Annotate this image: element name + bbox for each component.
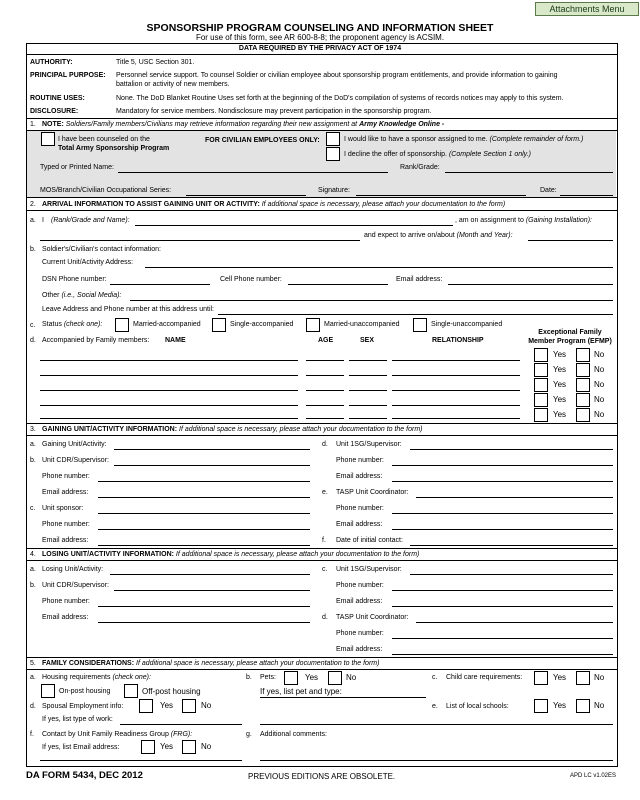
note-label: NOTE: xyxy=(42,121,64,128)
rank-grade-field[interactable] xyxy=(445,172,613,173)
s3-f-letter: f. xyxy=(322,537,326,544)
efmp-yes-checkbox[interactable] xyxy=(534,393,548,407)
item-c-letter: c. xyxy=(30,322,36,329)
spousal-yes-label: Yes xyxy=(160,701,174,710)
purpose-text-1: Personnel service support. To counsel Soldier or civilian employee about sponsorship program entitlements, and provide information to gaining xyxy=(116,72,558,79)
routine-label: ROUTINE USES: xyxy=(30,95,85,102)
schools-label: List of local schools: xyxy=(446,703,509,710)
family-name-field[interactable] xyxy=(40,360,298,361)
sponsor-phone-label: Phone number: xyxy=(42,521,90,528)
typed-name-label: Typed or Printed Name: xyxy=(40,164,114,171)
form-subtitle: For use of this form, see AR 600-8-8; the proponent agency is ACSIM. xyxy=(195,33,445,42)
losing-1sg-field[interactable] xyxy=(410,574,613,575)
mos-field[interactable] xyxy=(186,195,306,196)
gaining-tasp-label: TASP Unit Coordinator: xyxy=(336,489,409,496)
counseled-text-1: I have been counseled on the xyxy=(58,136,150,143)
gaining-cdr-phone-label: Phone number: xyxy=(42,473,90,480)
leave-address-field[interactable] xyxy=(218,314,613,315)
gaining-1sg-email-field[interactable] xyxy=(392,481,613,482)
divider xyxy=(26,130,617,131)
sponsor-label: Unit sponsor: xyxy=(42,505,84,512)
item-a-letter: a. xyxy=(30,217,36,224)
section3-number: 3. xyxy=(30,426,36,433)
section5-heading: FAMILY CONSIDERATIONS: If additional space is necessary, please attach your documentation to the form) xyxy=(42,660,380,667)
accompanied-label: Accompanied by Family members: xyxy=(42,337,150,344)
divider xyxy=(26,669,617,670)
s5-f-letter: f. xyxy=(30,731,34,738)
frg-no-label: No xyxy=(201,742,212,751)
divider xyxy=(26,118,617,119)
date-label: Date: xyxy=(540,187,557,194)
off-post-housing-label: Off-post housing xyxy=(142,687,201,696)
losing-1sg-phone-field[interactable] xyxy=(392,590,613,591)
efmp-no-checkbox[interactable] xyxy=(576,393,590,407)
efmp-no-checkbox[interactable] xyxy=(576,378,590,392)
form-number: DA FORM 5434, DEC 2012 xyxy=(26,770,143,781)
schools-field[interactable] xyxy=(260,724,613,725)
family-age-field[interactable] xyxy=(306,375,344,376)
leave-address-label: Leave Address and Phone number at this address until: xyxy=(42,306,214,313)
efmp-yes-label: Yes xyxy=(553,395,567,404)
losing-cdr-email-field[interactable] xyxy=(98,622,310,623)
family-relationship-field[interactable] xyxy=(392,360,520,361)
efmp-yes-label: Yes xyxy=(553,380,567,389)
spousal-no-label: No xyxy=(201,701,212,710)
single-accompanied-checkbox[interactable] xyxy=(212,318,226,332)
status-label: Status (check one): xyxy=(42,321,103,328)
efmp-header-1: Exceptional Family xyxy=(538,329,602,336)
section1-note xyxy=(42,121,444,128)
purpose-label: PRINCIPAL PURPOSE: xyxy=(30,72,106,79)
frg-no-checkbox[interactable] xyxy=(182,740,196,754)
efmp-no-label: No xyxy=(594,395,605,404)
arrival-label: and expect to arrive on/about (Month and Year): xyxy=(364,232,513,239)
s3-b-letter: b. xyxy=(30,457,36,464)
spousal-employment-label: Spousal Employment info: xyxy=(42,703,124,710)
divider xyxy=(26,197,617,198)
version-label: APD LC v1.02ES xyxy=(570,773,617,779)
dsn-label: DSN Phone number: xyxy=(42,276,107,283)
married-unaccompanied-label: Married-unaccompanied xyxy=(324,321,400,328)
efmp-no-checkbox[interactable] xyxy=(576,408,590,422)
s4-a-letter: a. xyxy=(30,566,36,573)
family-name-field[interactable] xyxy=(40,405,298,406)
family-name-field[interactable] xyxy=(40,390,298,391)
decline-sponsor-text: I decline the offer of sponsorship. (Complete Section 1 only.) xyxy=(344,151,531,158)
gaining-1sg-label: Unit 1SG/Supervisor: xyxy=(336,441,402,448)
divider xyxy=(26,657,617,658)
efmp-yes-checkbox[interactable] xyxy=(534,348,548,362)
losing-cdr-phone-label: Phone number: xyxy=(42,598,90,605)
divider xyxy=(26,560,617,561)
attachments-menu-button[interactable]: Attachments Menu xyxy=(535,2,639,16)
form-title: SPONSORSHIP PROGRAM COUNSELING AND INFORMATION SHEET xyxy=(146,22,494,34)
sponsor-phone-field[interactable] xyxy=(98,529,310,530)
item-d-letter: d. xyxy=(30,337,36,344)
disclosure-label: DISCLOSURE: xyxy=(30,108,79,115)
divider xyxy=(26,54,617,55)
mos-label: MOS/Branch/Civilian Occupational Series: xyxy=(40,187,172,194)
gaining-1sg-field[interactable] xyxy=(410,449,613,450)
gaining-cdr-field[interactable] xyxy=(114,465,310,466)
efmp-yes-checkbox[interactable] xyxy=(534,408,548,422)
email-field[interactable] xyxy=(448,284,613,285)
off-post-housing-checkbox[interactable] xyxy=(124,684,138,698)
s4-d-letter: d. xyxy=(322,614,328,621)
losing-cdr-field[interactable] xyxy=(114,590,310,591)
counseled-checkbox[interactable] xyxy=(41,132,55,146)
efmp-no-checkbox[interactable] xyxy=(576,348,590,362)
sponsor-field[interactable] xyxy=(98,513,310,514)
spousal-no-checkbox[interactable] xyxy=(182,699,196,713)
efmp-no-label: No xyxy=(594,380,605,389)
gaining-tasp-email-label: Email address: xyxy=(336,521,383,528)
efmp-header-2: Member Program (EFMP) xyxy=(528,338,612,345)
child-care-no-checkbox[interactable] xyxy=(576,671,590,685)
efmp-yes-label: Yes xyxy=(553,350,567,359)
section1-number: 1. xyxy=(30,121,36,128)
gaining-tasp-phone-label: Phone number: xyxy=(336,505,384,512)
installation-field[interactable] xyxy=(40,240,360,241)
single-accompanied-label: Single-accompanied xyxy=(230,321,294,328)
assignment-label: , am on assignment to (Gaining Installation): xyxy=(455,217,592,224)
losing-tasp-phone-label: Phone number: xyxy=(336,630,384,637)
losing-cdr-email-label: Email address: xyxy=(42,614,89,621)
divider xyxy=(26,435,617,436)
sponsor-email-label: Email address: xyxy=(42,537,89,544)
current-address-label: Current Unit/Activity Address: xyxy=(42,259,134,266)
single-unaccompanied-label: Single-unaccompanied xyxy=(431,321,503,328)
family-sex-field[interactable] xyxy=(349,360,387,361)
family-age-field[interactable] xyxy=(306,418,344,419)
divider xyxy=(26,210,617,211)
on-post-housing-label: On-post housing xyxy=(59,688,111,695)
signature-field[interactable] xyxy=(356,195,526,196)
frg-label: Contact by Unit Family Readiness Group (FRG): xyxy=(42,731,193,738)
efmp-no-label: No xyxy=(594,410,605,419)
gaining-cdr-email-label: Email address: xyxy=(42,489,89,496)
a-i-mark: I xyxy=(42,217,44,224)
losing-unit-label: Losing Unit/Activity: xyxy=(42,566,104,573)
family-sex-field[interactable] xyxy=(349,375,387,376)
frg-yes-label: Yes xyxy=(160,742,174,751)
schools-no-checkbox[interactable] xyxy=(576,699,590,713)
cell-field[interactable] xyxy=(288,284,388,285)
losing-tasp-label: TASP Unit Coordinator: xyxy=(336,614,409,621)
email-label: Email address: xyxy=(396,276,443,283)
gaining-tasp-field[interactable] xyxy=(416,497,613,498)
name-column-header: NAME xyxy=(165,337,186,344)
frg-email-field[interactable] xyxy=(40,760,242,761)
privacy-heading: DATA REQUIRED BY THE PRIVACY ACT OF 1974 xyxy=(238,45,402,52)
section4-number: 4. xyxy=(30,551,36,558)
schools-yes-checkbox[interactable] xyxy=(534,699,548,713)
family-name-field[interactable] xyxy=(40,418,298,419)
efmp-no-label: No xyxy=(594,365,605,374)
losing-1sg-email-field[interactable] xyxy=(392,606,613,607)
typed-name-field[interactable] xyxy=(118,172,388,173)
gaining-1sg-phone-label: Phone number: xyxy=(336,457,384,464)
initial-contact-field[interactable] xyxy=(410,545,613,546)
purpose-text-2: battalion or activity of new members. xyxy=(116,81,230,88)
a-rank-label: (Rank/Grade and Name): xyxy=(51,217,130,224)
family-sex-field[interactable] xyxy=(349,390,387,391)
counseled-text-2: Total Army Sponsorship Program xyxy=(58,145,170,152)
family-relationship-field[interactable] xyxy=(392,375,520,376)
s4-c-letter: c. xyxy=(322,566,328,573)
dsn-field[interactable] xyxy=(110,284,210,285)
gaining-unit-label: Gaining Unit/Activity: xyxy=(42,441,107,448)
efmp-no-label: No xyxy=(594,350,605,359)
married-unaccompanied-checkbox[interactable] xyxy=(306,318,320,332)
child-care-yes-checkbox[interactable] xyxy=(534,671,548,685)
gaining-cdr-phone-field[interactable] xyxy=(98,481,310,482)
frg-email-label: If yes, list Email address: xyxy=(42,744,120,751)
arrival-date-field[interactable] xyxy=(528,240,613,241)
work-type-label: If yes, list type of work: xyxy=(42,716,113,723)
efmp-yes-checkbox[interactable] xyxy=(534,378,548,392)
divider xyxy=(26,548,617,549)
s3-c-letter: c. xyxy=(30,505,36,512)
spousal-yes-checkbox[interactable] xyxy=(139,699,153,713)
losing-cdr-label: Unit CDR/Supervisor: xyxy=(42,582,109,589)
section2-number: 2. xyxy=(30,201,36,208)
divider xyxy=(26,423,617,424)
authority-label: AUTHORITY: xyxy=(30,59,73,66)
date-field[interactable] xyxy=(560,195,613,196)
relationship-column-header: RELATIONSHIP xyxy=(432,337,484,344)
social-media-field[interactable] xyxy=(130,300,613,301)
pets-type-label: If yes, list pet and type: xyxy=(260,687,342,696)
sponsor-email-field[interactable] xyxy=(98,545,310,546)
cell-label: Cell Phone number: xyxy=(220,276,282,283)
signature-label: Signature: xyxy=(318,187,350,194)
section4-heading: LOSING UNIT/ACTIVITY INFORMATION: If additional space is necessary, please attach your documentation to the form) xyxy=(42,551,420,558)
gaining-1sg-phone-field[interactable] xyxy=(392,465,613,466)
family-sex-field[interactable] xyxy=(349,418,387,419)
family-relationship-field[interactable] xyxy=(392,405,520,406)
gaining-unit-field[interactable] xyxy=(114,449,310,450)
s5-e-letter: e. xyxy=(432,703,438,710)
current-address-field[interactable] xyxy=(145,267,613,268)
civilian-label: FOR CIVILIAN EMPLOYEES ONLY: xyxy=(205,137,320,144)
married-accompanied-checkbox[interactable] xyxy=(115,318,129,332)
on-post-housing-checkbox[interactable] xyxy=(41,684,55,698)
gaining-cdr-label: Unit CDR/Supervisor: xyxy=(42,457,109,464)
gaining-1sg-email-label: Email address: xyxy=(336,473,383,480)
pets-yes-label: Yes xyxy=(305,673,319,682)
section5-number: 5. xyxy=(30,660,36,667)
family-name-field[interactable] xyxy=(40,375,298,376)
contact-info-label: Soldier's/Civilian's contact information: xyxy=(42,246,161,253)
housing-label: Housing requirements (check one): xyxy=(42,674,151,681)
decline-sponsor-checkbox[interactable] xyxy=(326,147,340,161)
efmp-no-checkbox[interactable] xyxy=(576,363,590,377)
pets-no-label: No xyxy=(346,673,357,682)
child-care-label: Child care requirements: xyxy=(446,674,523,681)
note-akO: Army Knowledge Online - xyxy=(359,121,445,128)
pets-type-field[interactable] xyxy=(260,697,426,698)
s5-g-letter: g. xyxy=(246,731,252,738)
frg-yes-checkbox[interactable] xyxy=(141,740,155,754)
gaining-tasp-phone-field[interactable] xyxy=(392,513,613,514)
age-column-header: AGE xyxy=(318,337,334,344)
losing-1sg-label: Unit 1SG/Supervisor: xyxy=(336,566,402,573)
single-unaccompanied-checkbox[interactable] xyxy=(413,318,427,332)
routine-text: None. The DoD Blanket Routine Uses set forth at the beginning of the DoD's compilation of systems of records notices may apply to this system. xyxy=(116,95,564,102)
efmp-yes-checkbox[interactable] xyxy=(534,363,548,377)
obsolete-notice: PREVIOUS EDITIONS ARE OBSOLETE. xyxy=(248,772,396,781)
family-relationship-field[interactable] xyxy=(392,390,520,391)
pets-no-checkbox[interactable] xyxy=(328,671,342,685)
rank-name-field[interactable] xyxy=(135,225,453,226)
schools-yes-label: Yes xyxy=(553,701,567,710)
family-age-field[interactable] xyxy=(306,390,344,391)
losing-cdr-phone-field[interactable] xyxy=(98,606,310,607)
sponsor-request-checkbox[interactable] xyxy=(326,132,340,146)
s3-a-letter: a. xyxy=(30,441,36,448)
schools-no-label: No xyxy=(594,701,605,710)
losing-unit-field[interactable] xyxy=(110,574,310,575)
sex-column-header: SEX xyxy=(360,337,375,344)
other-label: Other (i.e., Social Media): xyxy=(42,292,122,299)
child-care-no-label: No xyxy=(594,673,605,682)
s4-b-letter: b. xyxy=(30,582,36,589)
section2-heading: ARRIVAL INFORMATION TO ASSIST GAINING UNIT OR ACTIVITY: If additional space is necessary, please attach your documentation to the form) xyxy=(42,201,506,208)
authority-text: Title 5, USC Section 301. xyxy=(116,59,195,66)
s5-a-letter: a. xyxy=(30,674,36,681)
losing-1sg-phone-label: Phone number: xyxy=(336,582,384,589)
rank-grade-label: Rank/Grade: xyxy=(400,164,440,171)
s5-b-letter: b. xyxy=(246,674,252,681)
s5-c-letter: c. xyxy=(432,674,438,681)
pets-yes-checkbox[interactable] xyxy=(284,671,298,685)
efmp-yes-label: Yes xyxy=(553,365,567,374)
s5-d-letter: d. xyxy=(30,703,36,710)
child-care-yes-label: Yes xyxy=(553,673,567,682)
initial-contact-label: Date of initial contact: xyxy=(336,537,403,544)
losing-1sg-email-label: Email address: xyxy=(336,598,383,605)
efmp-yes-label: Yes xyxy=(553,410,567,419)
note-text: Soldiers/Family members/Civilians may retrieve information regarding their new assignment at xyxy=(65,121,358,128)
losing-tasp-field[interactable] xyxy=(416,622,613,623)
losing-tasp-email-label: Email address: xyxy=(336,646,383,653)
married-accompanied-label: Married-accompanied xyxy=(133,321,201,328)
pets-label: Pets: xyxy=(260,674,276,681)
losing-tasp-phone-field[interactable] xyxy=(392,638,613,639)
gaining-tasp-email-field[interactable] xyxy=(392,529,613,530)
family-age-field[interactable] xyxy=(306,405,344,406)
s3-e-letter: e. xyxy=(322,489,328,496)
family-sex-field[interactable] xyxy=(349,405,387,406)
comments-field[interactable] xyxy=(260,760,613,761)
losing-tasp-email-field[interactable] xyxy=(392,654,613,655)
gaining-cdr-email-field[interactable] xyxy=(98,497,310,498)
comments-label: Additional comments: xyxy=(260,731,327,738)
section3-heading: GAINING UNIT/ACTIVITY INFORMATION: If additional space is necessary, please attach your documentation to the form) xyxy=(42,426,423,433)
s3-d-letter: d. xyxy=(322,441,328,448)
disclosure-text: Mandatory for service members. Nondisclosure may prevent participation in the sponsorship program. xyxy=(116,108,432,115)
family-relationship-field[interactable] xyxy=(392,418,520,419)
item-b-letter: b. xyxy=(30,246,36,253)
family-age-field[interactable] xyxy=(306,360,344,361)
sponsor-request-text: I would like to have a sponsor assigned to me. (Complete remainder of form.) xyxy=(344,136,584,143)
work-type-field[interactable] xyxy=(120,724,242,725)
